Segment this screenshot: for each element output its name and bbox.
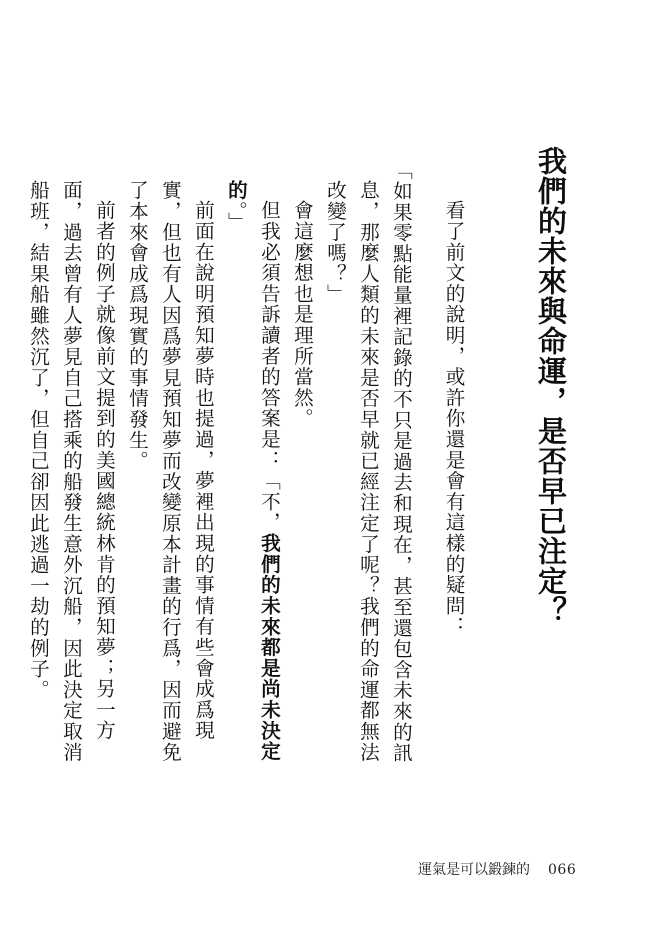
answer-emphasis: 我們的未來都是尚未決定的 xyxy=(224,180,281,762)
section-heading: 我們的未來與命運，是否早已注定？ xyxy=(534,146,568,626)
paragraph-1: 看了前文的說明，或許你還是會有這樣的疑問： xyxy=(442,199,465,637)
running-title: 運氣是可以鍛鍊的 xyxy=(418,862,530,878)
page-number: 066 xyxy=(548,862,577,878)
answer-tail: 。」 xyxy=(224,200,248,233)
paragraph-6: 前者的例子就像前文提到的美國總統林肯的預知夢；另一方面，過去曾有人夢見自己搭乘的船發生意外沉船，因此決定取消船班，結果船雖然沉了，但自己卻因此逃過一劫的例子。 xyxy=(26,180,116,763)
paragraph-quote: 「如果零點能量裡記錄的不只是過去和現在，甚至還包含未來的訊息，那麼人類的未來是否早就已經注定了呢？我們的命運都無法改變了嗎？」 xyxy=(323,160,413,764)
page-footer xyxy=(418,859,576,879)
body-text xyxy=(26,160,470,780)
paragraph-3: 會這麼想也是理所當然。 xyxy=(290,199,314,429)
answer-lead: 但我必須告訴讀者的答案是：「不， xyxy=(257,199,281,533)
paragraph-4 xyxy=(219,180,285,780)
paragraph-5: 前面在說明預知夢時也提過，夢裡出現的事情有些會成爲現實，但也有人因爲夢見預知夢而改變原本計畫的行爲，因而避免了本來會成爲現實的事情發生。 xyxy=(125,180,215,763)
